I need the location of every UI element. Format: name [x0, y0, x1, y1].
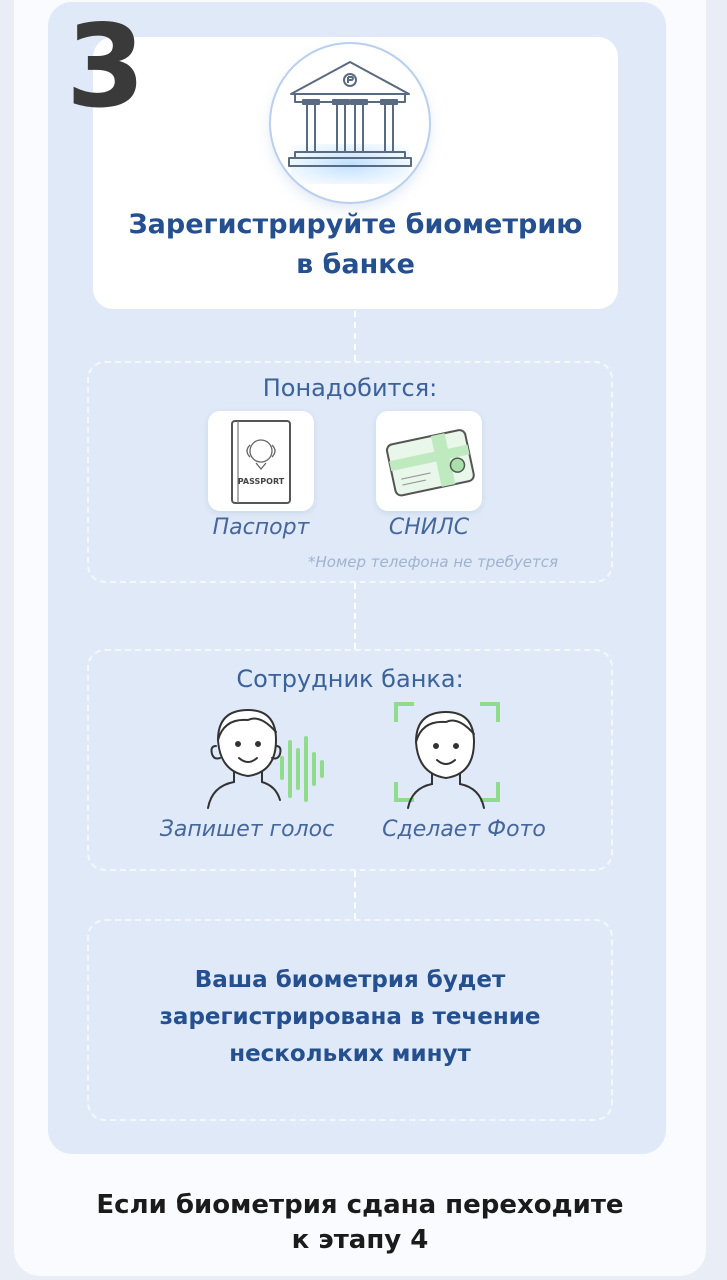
- result-message: [87, 962, 613, 1073]
- connector-line: [354, 871, 356, 919]
- record-voice-label: Запишет голос: [159, 817, 335, 842]
- next-step-note: [14, 1188, 706, 1258]
- step-title-line2: в банке: [296, 249, 415, 280]
- snils-label: СНИЛС: [388, 515, 470, 540]
- snils-tile: [376, 411, 482, 511]
- face-photo-icon: [392, 700, 502, 810]
- result-line2: зарегистрирована в течение: [159, 1004, 541, 1030]
- phone-not-required-note: *Номер телефона не требуется: [308, 553, 558, 571]
- connector-line: [354, 311, 356, 361]
- passport-label: Паспорт: [212, 515, 310, 540]
- voice-record-icon: [196, 700, 326, 810]
- passport-icon: [208, 411, 314, 511]
- bank-building-icon: [271, 44, 429, 202]
- next-step-line2: к этапу 4: [291, 1225, 429, 1255]
- next-step-line1: Если биометрия сдана переходите: [96, 1190, 624, 1220]
- step-title: [93, 205, 618, 285]
- step-number: 3: [66, 0, 144, 133]
- passport-tile: [208, 411, 314, 511]
- passport-icon-text: PASSPORT: [237, 477, 285, 486]
- take-photo-label: Сделает Фото: [382, 817, 546, 842]
- connector-line: [354, 583, 356, 649]
- result-line3: нескольких минут: [229, 1041, 471, 1067]
- result-line1: Ваша биометрия будет: [194, 967, 506, 993]
- employee-heading: Сотрудник банка:: [236, 665, 464, 693]
- requirements-heading: Понадобится:: [262, 374, 438, 402]
- step-title-line1: Зарегистрируйте биометрию: [128, 209, 583, 240]
- snils-card-icon: [376, 411, 482, 511]
